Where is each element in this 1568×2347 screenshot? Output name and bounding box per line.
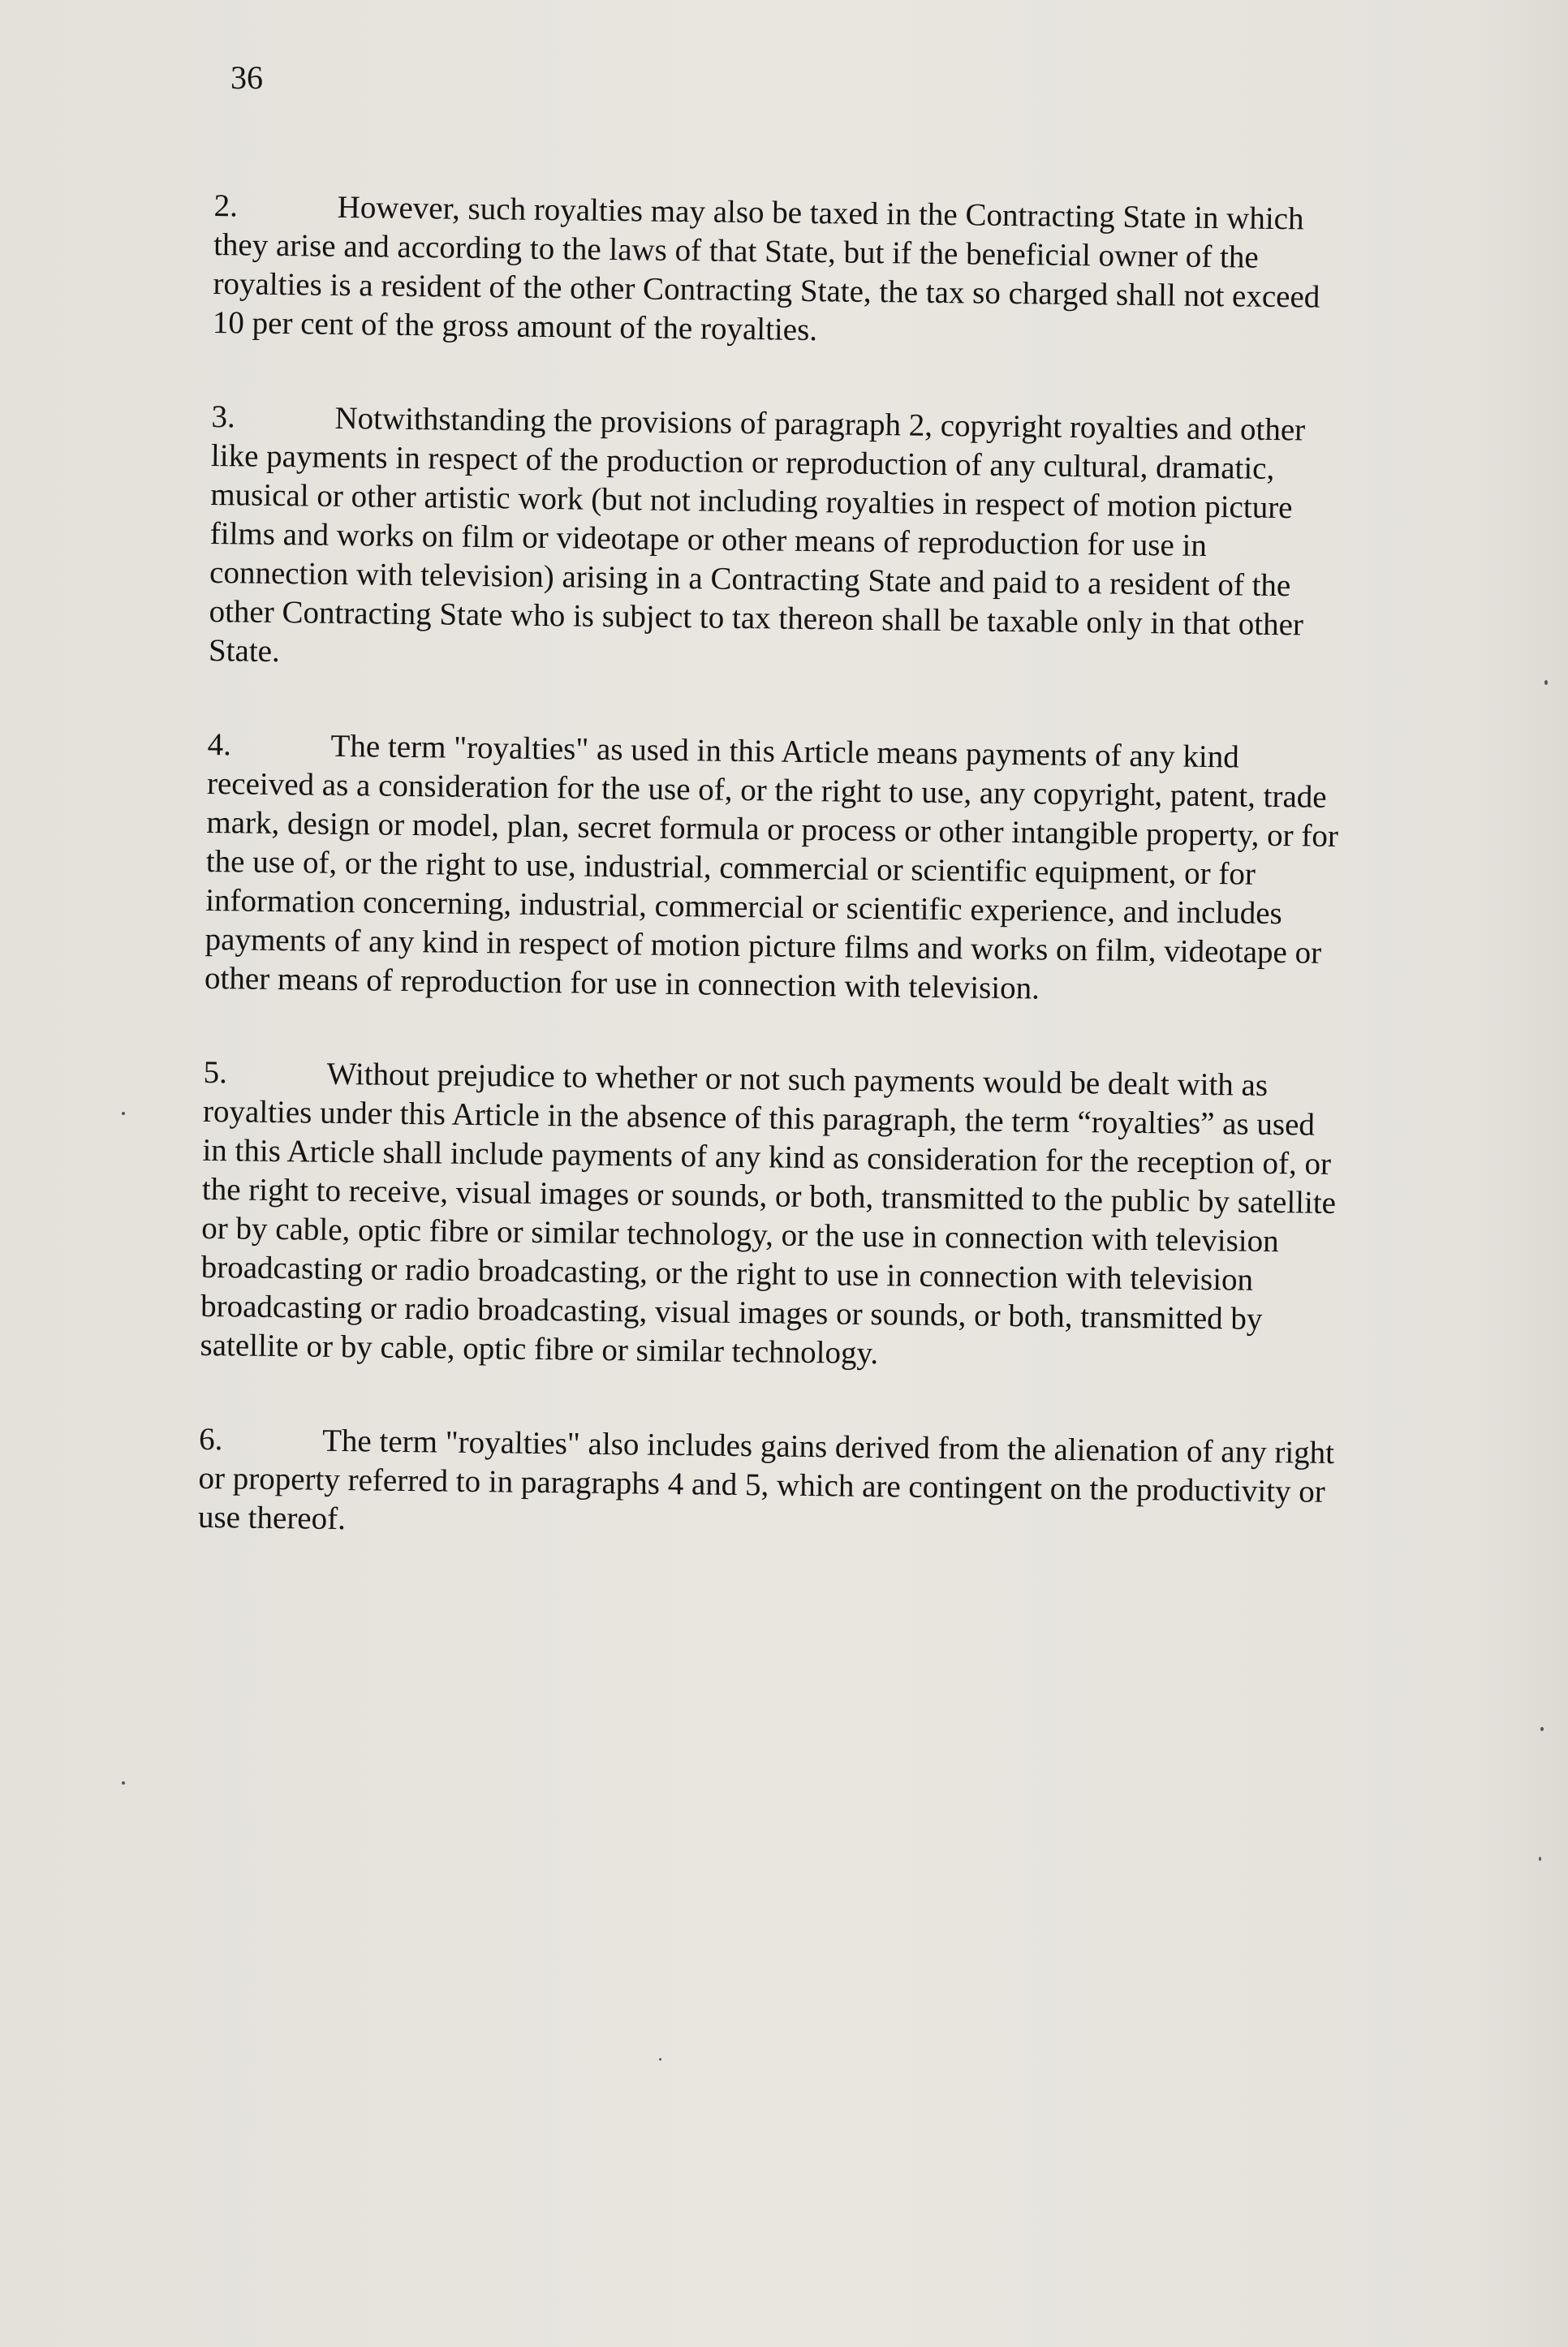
paper-speck: [1544, 680, 1548, 685]
article-body: [197, 187, 1350, 1606]
paragraph-text: Notwithstanding the provisions of paragraph 2, copyright royalties and other like payments in respect of the production or reproduction of any cultural, dramatic, musical or other artistic work (but not including royalties in respect of motion picture films and works on film or videotape or other means of reproduction for use in connection with television) arising in a Contracting State and paid to a resident of the other Contracting State who is subject to tax thereon shall be taxable only in that other State.: [208, 400, 1306, 670]
paragraph-text: The term "royalties" also includes gains derived from the alienation of any right or property referred to in paragraphs 4 and 5, which are contingent on the productivity or use thereof.: [197, 1423, 1335, 1537]
paragraph-number: 4.: [207, 726, 232, 763]
paper-speck: [1540, 1727, 1544, 1731]
paragraph-text: The term "royalties" as used in this Article means payments of any kind received as a consideration for the use of, or the right to use, any copyright, patent, trade mark, design or model, plan, secret formula or process or other intangible property, or for the use of, or the right to use, industrial, commercial or scientific equipment, or for information concerning, industrial, commercial or scientific experience, and includes payments of any kind in respect of motion picture films and works on film, videotape or other means of reproduction for use in connection with television.: [204, 728, 1339, 1006]
paper-speck: [122, 1112, 125, 1115]
paragraph-text: However, such royalties may also be taxed in the Contracting State in which they arise and according to the laws of that State, but if the beneficial owner of the royalties is a resident of the other Contracting State, the tax so charged shall not exceed 10 per cent of the gross amount of the royalties.: [212, 189, 1320, 348]
paragraph-number: 5.: [203, 1054, 228, 1091]
paragraph-number: 2.: [213, 187, 239, 224]
paper-speck: [659, 2058, 661, 2061]
paper-speck: [1539, 1857, 1541, 1861]
paragraph-5: [200, 1053, 1340, 1379]
paragraph-4: [205, 726, 1344, 1012]
paragraph-2: [213, 187, 1350, 356]
paragraph-6: [198, 1420, 1336, 1551]
page-number: 36: [230, 59, 263, 96]
paper-speck: [122, 1781, 125, 1785]
paragraph-number: 3.: [211, 398, 236, 435]
paragraph-text: Without prejudice to whether or not such payments would be dealt with as royalties under this Article in the absence of this paragraph, the term “royalties” as used in this Article shall include payments of any kind as consideration for the reception of, or the right to receive, visual images or sounds, or both, transmitted to the public by satellite or by cable, optic fibre or similar technology, or the use in connection with television broadcasting or radio broadcasting, or the right to use in connection with television broadcasting or radio broadcasting, visual images or sounds, or both, transmitted by satellite or by cable, optic fibre or similar technology.: [200, 1056, 1337, 1372]
paragraph-number: 6.: [198, 1421, 223, 1458]
paragraph-3: [209, 398, 1348, 684]
